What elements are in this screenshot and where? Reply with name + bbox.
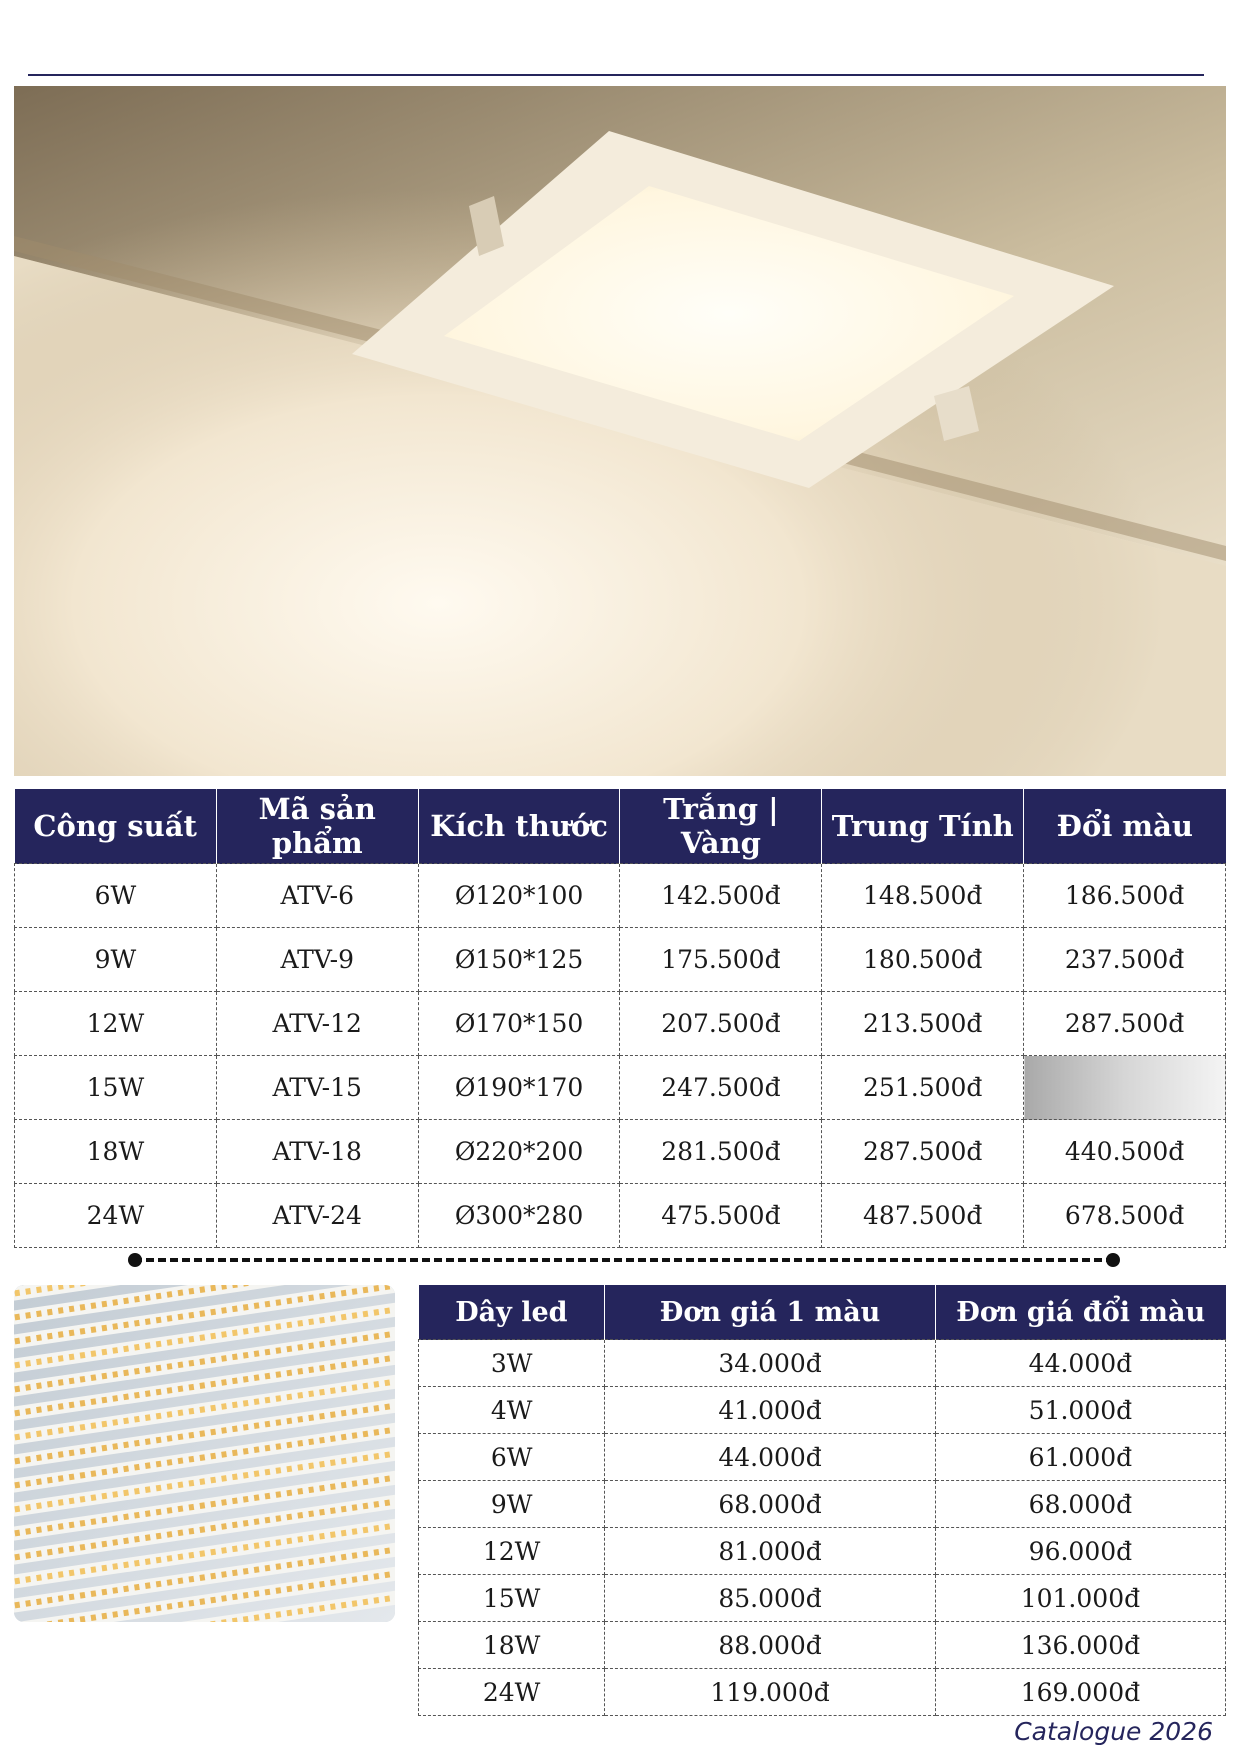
column-header: Dây led — [419, 1285, 605, 1340]
table-row — [15, 864, 1226, 928]
table-row — [419, 1669, 1226, 1716]
cell-price-color-change: 237.500đ — [1024, 928, 1226, 992]
cell-price-single: 41.000đ — [605, 1387, 936, 1434]
cell-price-multi: 96.000đ — [935, 1528, 1225, 1575]
cell-price-multi: 68.000đ — [935, 1481, 1225, 1528]
panel-price-table — [14, 789, 1226, 1248]
cell-size: Ø150*125 — [418, 928, 620, 992]
cell-price-white-yellow: 475.500đ — [620, 1184, 822, 1248]
cell-price-multi: 44.000đ — [935, 1340, 1225, 1387]
cell-price-color-change-unavailable — [1024, 1056, 1226, 1120]
cell-price-neutral: 213.500đ — [822, 992, 1024, 1056]
cell-price-white-yellow: 142.500đ — [620, 864, 822, 928]
top-rule — [28, 74, 1204, 76]
cell-price-multi: 51.000đ — [935, 1387, 1225, 1434]
cell-power: 15W — [419, 1575, 605, 1622]
cell-price-color-change: 186.500đ — [1024, 864, 1226, 928]
cell-power: 3W — [419, 1340, 605, 1387]
cell-power: 18W — [15, 1120, 217, 1184]
cell-size: Ø170*150 — [418, 992, 620, 1056]
table-header-row — [419, 1285, 1226, 1340]
column-header: Công suất — [15, 789, 217, 864]
cell-price-single: 44.000đ — [605, 1434, 936, 1481]
cell-price-single: 85.000đ — [605, 1575, 936, 1622]
table-row — [419, 1575, 1226, 1622]
cell-code: ATV-15 — [216, 1056, 418, 1120]
table-row — [419, 1481, 1226, 1528]
cell-power: 4W — [419, 1387, 605, 1434]
column-header: Trắng | Vàng — [620, 789, 822, 864]
section-divider — [128, 1253, 1120, 1267]
cell-price-white-yellow: 247.500đ — [620, 1056, 822, 1120]
hero-panel-light-photo — [14, 86, 1226, 776]
table-row — [419, 1622, 1226, 1669]
table-row — [419, 1528, 1226, 1575]
cell-price-color-change: 440.500đ — [1024, 1120, 1226, 1184]
cell-code: ATV-6 — [216, 864, 418, 928]
cell-power: 24W — [419, 1669, 605, 1716]
cell-power: 18W — [419, 1622, 605, 1669]
column-header: Đổi màu — [1024, 789, 1226, 864]
cell-price-multi: 101.000đ — [935, 1575, 1225, 1622]
cell-code: ATV-24 — [216, 1184, 418, 1248]
cell-price-single: 119.000đ — [605, 1669, 936, 1716]
cell-power: 12W — [419, 1528, 605, 1575]
table-row — [419, 1387, 1226, 1434]
cell-price-color-change: 287.500đ — [1024, 992, 1226, 1056]
cell-power: 9W — [419, 1481, 605, 1528]
divider-dot-right — [1106, 1253, 1120, 1267]
cell-size: Ø300*280 — [418, 1184, 620, 1248]
cell-price-multi: 136.000đ — [935, 1622, 1225, 1669]
table-row — [15, 928, 1226, 992]
cell-price-white-yellow: 175.500đ — [620, 928, 822, 992]
column-header: Mã sản phẩm — [216, 789, 418, 864]
cell-price-neutral: 251.500đ — [822, 1056, 1024, 1120]
table-row — [15, 1120, 1226, 1184]
table-row — [15, 992, 1226, 1056]
cell-price-multi: 61.000đ — [935, 1434, 1225, 1481]
cell-price-white-yellow: 207.500đ — [620, 992, 822, 1056]
cell-size: Ø220*200 — [418, 1120, 620, 1184]
cell-size: Ø190*170 — [418, 1056, 620, 1120]
cell-price-single: 34.000đ — [605, 1340, 936, 1387]
table-row — [15, 1184, 1226, 1248]
catalogue-footer: Catalogue 2026 — [1014, 1717, 1213, 1746]
cell-power: 15W — [15, 1056, 217, 1120]
cell-price-white-yellow: 281.500đ — [620, 1120, 822, 1184]
cell-power: 24W — [15, 1184, 217, 1248]
column-header: Đơn giá 1 màu — [605, 1285, 936, 1340]
cell-code: ATV-9 — [216, 928, 418, 992]
table-row — [15, 1056, 1226, 1120]
cell-code: ATV-18 — [216, 1120, 418, 1184]
cell-price-single: 68.000đ — [605, 1481, 936, 1528]
cell-power: 12W — [15, 992, 217, 1056]
cell-price-single: 88.000đ — [605, 1622, 936, 1669]
column-header: Đơn giá đổi màu — [935, 1285, 1225, 1340]
table-header-row — [15, 789, 1226, 864]
cell-price-neutral: 487.500đ — [822, 1184, 1024, 1248]
table-row — [419, 1340, 1226, 1387]
cell-price-multi: 169.000đ — [935, 1669, 1225, 1716]
cell-price-single: 81.000đ — [605, 1528, 936, 1575]
led-strip-price-table — [418, 1285, 1226, 1716]
cell-code: ATV-12 — [216, 992, 418, 1056]
cell-price-neutral: 287.500đ — [822, 1120, 1024, 1184]
divider-dashed-line — [134, 1258, 1114, 1262]
cell-power: 9W — [15, 928, 217, 992]
cell-size: Ø120*100 — [418, 864, 620, 928]
cell-power: 6W — [419, 1434, 605, 1481]
cell-power: 6W — [15, 864, 217, 928]
cell-price-neutral: 148.500đ — [822, 864, 1024, 928]
cell-price-color-change: 678.500đ — [1024, 1184, 1226, 1248]
column-header: Kích thước — [418, 789, 620, 864]
table-row — [419, 1434, 1226, 1481]
cell-price-neutral: 180.500đ — [822, 928, 1024, 992]
led-strip-photo — [14, 1285, 395, 1622]
column-header: Trung Tính — [822, 789, 1024, 864]
